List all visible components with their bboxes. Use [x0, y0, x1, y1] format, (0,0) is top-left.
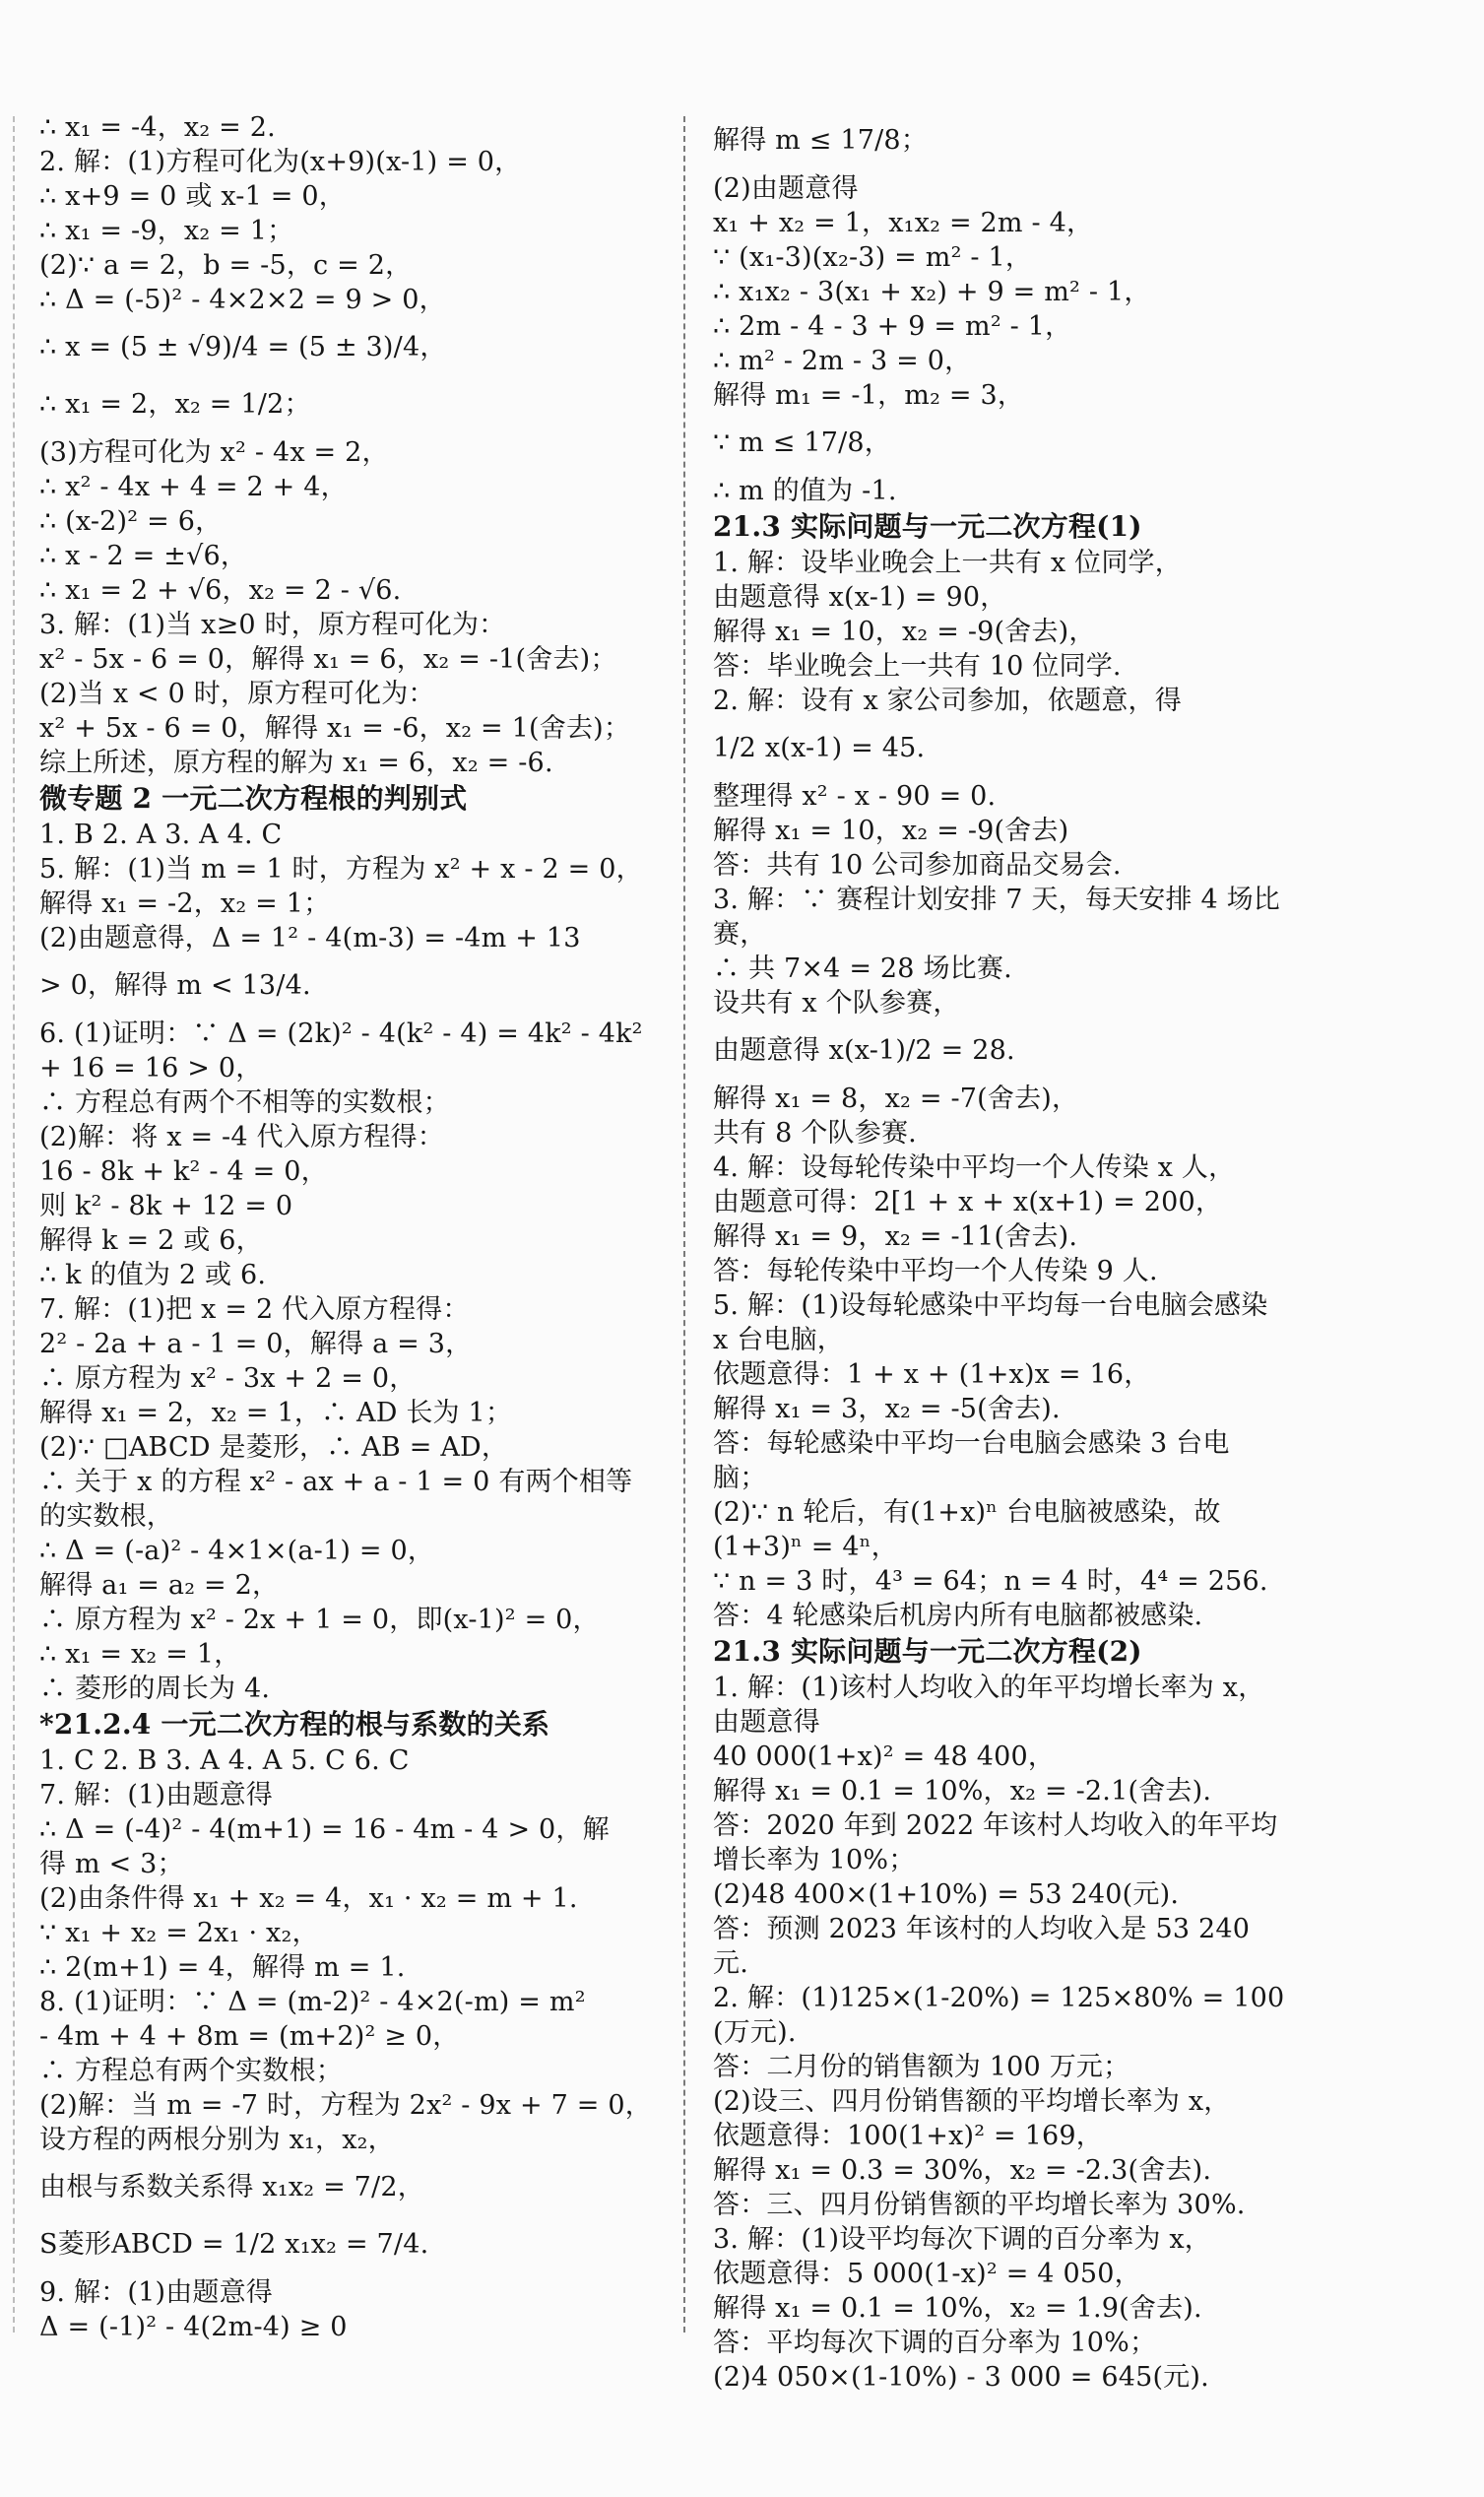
text-line: 7. 解：(1)由题意得 — [39, 1780, 273, 1810]
text-line: 答：共有 10 公司参加商品交易会. — [713, 850, 1122, 881]
left-column — [39, 110, 670, 2344]
text-line: ∴ 原方程为 x² - 3x + 2 = 0， — [39, 1363, 417, 1394]
text-line: ∴ x - 2 = ±√6， — [39, 541, 248, 571]
text-line: 3. 解：(1)设平均每次下调的百分率为 x， — [713, 2224, 1211, 2255]
text-line: 由题意得 x(x-1) = 90， — [713, 582, 1007, 613]
text-line: (2)解：将 x = -4 代入原方程得： — [39, 1122, 444, 1152]
text-line: 1. C 2. B 3. A 4. A 5. C 6. C — [39, 1745, 410, 1776]
text-line: 9. 解：(1)由题意得 — [39, 2277, 273, 2308]
text-line: > 0，解得 m < 13/4. — [39, 970, 311, 1001]
text-line: ∴ x₁ = -9，x₂ = 1； — [39, 216, 294, 246]
text-line: (2)由题意得 — [713, 173, 859, 204]
text-line: ∴ 菱形的周长为 4. — [39, 1674, 271, 1704]
text-line: 3. 解：∵ 赛程计划安排 7 天，每天安排 4 场比 — [713, 885, 1281, 915]
text-line: x² - 5x - 6 = 0，解得 x₁ = 6，x₂ = -1(舍去)； — [39, 644, 617, 675]
text-line: 由题意得 x(x-1)/2 = 28. — [713, 1035, 1015, 1066]
text-line: (2)设三、四月份销售额的平均增长率为 x， — [713, 2086, 1231, 2117]
text-line: 增长率为 10%； — [713, 1845, 916, 1875]
text-line: 1. 解：设毕业晚会上一共有 x 位同学， — [713, 548, 1182, 578]
text-line: ∴ x₁ = -4，x₂ = 2. — [39, 112, 276, 143]
text-line: 1/2 x(x-1) = 45. — [713, 733, 926, 763]
text-line: 解得 k = 2 或 6， — [39, 1225, 263, 1256]
text-line: 解得 x₁ = 10，x₂ = -9(舍去) — [713, 816, 1069, 846]
left-margin-rule — [13, 116, 15, 2333]
text-line: 共有 8 个队参赛. — [713, 1118, 917, 1149]
section-heading: 21.3 实际问题与一元二次方程(1) — [713, 510, 1142, 543]
text-line: 答：毕业晚会上一共有 10 位同学. — [713, 651, 1122, 682]
text-line: 5. 解：(1)当 m = 1 时，方程为 x² + x - 2 = 0， — [39, 854, 643, 885]
text-line: 6. (1)证明：∵ Δ = (2k)² - 4(k² - 4) = 4k² - 4k² — [39, 1019, 643, 1049]
text-line: 答：预测 2023 年该村的人均收入是 53 240 — [713, 1914, 1251, 1944]
text-line: ∴ 2(m+1) = 4，解得 m = 1. — [39, 1952, 406, 1983]
text-line: x 台电脑， — [713, 1325, 845, 1355]
section-heading: 微专题 2 一元二次方程根的判别式 — [39, 782, 468, 815]
text-line: 答：4 轮感染后机房内所有电脑都被感染. — [713, 1601, 1203, 1631]
text-line: 解得 x₁ = 0.3 = 30%，x₂ = -2.3(舍去). — [713, 2155, 1212, 2186]
text-line: 的实数根， — [39, 1501, 173, 1532]
text-line: 解得 x₁ = 3，x₂ = -5(舍去). — [713, 1394, 1061, 1424]
text-line: (2)48 400×(1+10%) = 53 240(元). — [713, 1879, 1180, 1910]
text-line: 由题意可得：2[1 + x + x(x+1) = 200， — [713, 1187, 1223, 1217]
text-line: (万元). — [713, 2017, 797, 2048]
text-line: 得 m < 3； — [39, 1849, 184, 1879]
text-line: 2² - 2a + a - 1 = 0，解得 a = 3， — [39, 1329, 473, 1359]
text-line: S菱形ABCD = 1/2 x₁x₂ = 7/4. — [39, 2229, 429, 2260]
text-line: ∴ (x-2)² = 6， — [39, 506, 223, 537]
text-line: (2)由条件得 x₁ + x₂ = 4，x₁ · x₂ = m + 1. — [39, 1883, 578, 1914]
text-line: 解得 x₁ = 2，x₂ = 1，∴ AD 长为 1； — [39, 1398, 513, 1428]
text-line: 解得 m₁ = -1，m₂ = 3， — [713, 380, 1025, 411]
text-line: ∵ (x₁-3)(x₂-3) = m² - 1， — [713, 242, 1033, 273]
text-line: (2)∵ a = 2，b = -5，c = 2， — [39, 250, 413, 281]
text-line: ∴ x₁ = 2，x₂ = 1/2； — [39, 389, 311, 420]
text-line: 解得 x₁ = -2，x₂ = 1； — [39, 888, 331, 919]
text-line: + 16 = 16 > 0， — [39, 1053, 263, 1084]
text-line: 答：二月份的销售额为 100 万元； — [713, 2052, 1130, 2082]
text-line: ∴ 原方程为 x² - 2x + 1 = 0，即(x-1)² = 0， — [39, 1605, 600, 1635]
text-line: ∴ 2m - 4 - 3 + 9 = m² - 1， — [713, 311, 1072, 342]
text-line: 2. 解：(1)方程可化为(x+9)(x-1) = 0， — [39, 147, 522, 177]
text-line: 1. 解：(1)该村人均收入的年平均增长率为 x， — [713, 1673, 1265, 1703]
text-line: 由根与系数关系得 x₁x₂ = 7/2， — [39, 2172, 424, 2202]
text-line: ∴ 方程总有两个不相等的实数根； — [39, 1087, 450, 1118]
text-line: ∴ Δ = (-a)² - 4×1×(a-1) = 0， — [39, 1536, 435, 1566]
text-line: 解得 x₁ = 8，x₂ = -7(舍去)， — [713, 1084, 1079, 1114]
text-line: 解得 x₁ = 9，x₂ = -11(舍去). — [713, 1221, 1078, 1252]
text-line: 解得 a₁ = a₂ = 2， — [39, 1570, 280, 1601]
text-line: 2. 解：设有 x 家公司参加，依题意，得 — [713, 686, 1182, 716]
text-line: ∴ x² - 4x + 4 = 2 + 4， — [39, 472, 348, 502]
text-line: (2)由题意得，Δ = 1² - 4(m-3) = -4m + 13 — [39, 923, 581, 953]
text-line: ∵ x₁ + x₂ = 2x₁ · x₂， — [39, 1918, 319, 1948]
text-line: 答：平均每次下调的百分率为 10%； — [713, 2328, 1157, 2358]
text-line: 元. — [713, 1948, 748, 1979]
text-line: 8. (1)证明：∵ Δ = (m-2)² - 4×2(-m) = m² — [39, 1987, 586, 2017]
text-line: x₁ + x₂ = 1，x₁x₂ = 2m - 4， — [713, 208, 1094, 238]
text-line: (2)4 050×(1-10%) - 3 000 = 645(元). — [713, 2362, 1209, 2393]
text-line: ∴ k 的值为 2 或 6. — [39, 1260, 267, 1290]
text-line: ∴ x₁ = x₂ = 1， — [39, 1639, 241, 1670]
text-line: ∴ Δ = (-5)² - 4×2×2 = 9 > 0， — [39, 285, 446, 315]
text-line: 7. 解：(1)把 x = 2 代入原方程得： — [39, 1294, 470, 1325]
text-line: ∴ 共 7×4 = 28 场比赛. — [713, 953, 1012, 984]
text-line: ∵ m ≤ 17/8， — [713, 427, 891, 458]
text-line: ∴ x₁x₂ - 3(x₁ + x₂) + 9 = m² - 1， — [713, 277, 1151, 307]
text-line: 整理得 x² - x - 90 = 0. — [713, 781, 997, 812]
text-line: 设方程的两根分别为 x₁，x₂， — [39, 2125, 395, 2155]
text-line: - 4m + 4 + 8m = (m+2)² ≥ 0， — [39, 2021, 460, 2052]
text-line: 4. 解：设每轮传染中平均一个人传染 x 人， — [713, 1152, 1236, 1183]
text-line: 答：每轮感染中平均一台电脑会感染 3 台电 — [713, 1428, 1230, 1459]
text-line: 解得 m ≤ 17/8； — [713, 125, 929, 156]
text-line: 答：每轮传染中平均一个人传染 9 人. — [713, 1256, 1158, 1286]
text-line: 依题意得：100(1+x)² = 169， — [713, 2121, 1103, 2151]
text-line: 答：三、四月份销售额的平均增长率为 30%. — [713, 2190, 1246, 2220]
text-line: Δ = (-1)² - 4(2m-4) ≥ 0 — [39, 2312, 348, 2342]
text-line: 则 k² - 8k + 12 = 0 — [39, 1191, 293, 1221]
text-line: 依题意得：1 + x + (1+x)x = 16， — [713, 1359, 1151, 1390]
text-line: (2)当 x < 0 时，原方程可化为： — [39, 679, 435, 709]
text-line: 16 - 8k + k² - 4 = 0， — [39, 1156, 328, 1187]
text-line: ∴ m 的值为 -1. — [713, 476, 897, 506]
text-line: (1+3)ⁿ = 4ⁿ， — [713, 1532, 898, 1562]
text-line: ∴ 方程总有两个实数根； — [39, 2056, 343, 2086]
text-line: 解得 x₁ = 10，x₂ = -9(舍去)， — [713, 617, 1096, 647]
text-line: (2)∵ □ABCD 是菱形，∴ AB = AD， — [39, 1432, 509, 1463]
text-line: 脑； — [713, 1463, 767, 1493]
text-line: ∴ x₁ = 2 + √6，x₂ = 2 - √6. — [39, 575, 402, 606]
text-line: (3)方程可化为 x² - 4x = 2， — [39, 437, 389, 468]
text-line: 2. 解：(1)125×(1-20%) = 125×80% = 100 — [713, 1983, 1285, 2013]
text-line: 由题意得 — [713, 1707, 820, 1738]
text-line: ∵ n = 3 时，4³ = 64；n = 4 时，4⁴ = 256. — [713, 1566, 1268, 1597]
text-line: 答：2020 年到 2022 年该村人均收入的年平均 — [713, 1810, 1278, 1841]
text-line: 赛， — [713, 919, 767, 950]
text-line: 1. B 2. A 3. A 4. C — [39, 820, 283, 850]
text-line: (2)解：当 m = -7 时，方程为 2x² - 9x + 7 = 0， — [39, 2090, 652, 2121]
section-heading: 21.3 实际问题与一元二次方程(2) — [713, 1635, 1142, 1668]
text-line: ∴ m² - 2m - 3 = 0， — [713, 346, 972, 376]
section-heading: *21.2.4 一元二次方程的根与系数的关系 — [39, 1708, 550, 1741]
right-column — [713, 110, 1353, 2395]
text-line: 5. 解：(1)设每轮感染中平均每一台电脑会感染 — [713, 1290, 1268, 1321]
text-line: 3. 解：(1)当 x≥0 时，原方程可化为： — [39, 610, 506, 640]
text-line: 40 000(1+x)² = 48 400， — [713, 1741, 1056, 1772]
text-line: ∴ Δ = (-4)² - 4(m+1) = 16 - 4m - 4 > 0，解 — [39, 1814, 610, 1845]
text-line: ∴ 关于 x 的方程 x² - ax + a - 1 = 0 有两个相等 — [39, 1467, 633, 1497]
text-line: 设共有 x 个队参赛， — [713, 988, 960, 1019]
text-line: x² + 5x - 6 = 0，解得 x₁ = -6，x₂ = 1(舍去)； — [39, 713, 631, 744]
text-line: ∴ x = (5 ± √9)/4 = (5 ± 3)/4， — [39, 332, 447, 362]
text-line: ∴ x+9 = 0 或 x-1 = 0， — [39, 181, 346, 212]
text-line: (2)∵ n 轮后，有(1+x)ⁿ 台电脑被感染，故 — [713, 1497, 1221, 1528]
text-line: 解得 x₁ = 0.1 = 10%，x₂ = -2.1(舍去). — [713, 1776, 1212, 1807]
text-line: 依题意得：5 000(1-x)² = 4 050， — [713, 2259, 1141, 2289]
text-line: 综上所述，原方程的解为 x₁ = 6，x₂ = -6. — [39, 748, 553, 778]
column-divider — [683, 116, 685, 2333]
text-line: 解得 x₁ = 0.1 = 10%，x₂ = 1.9(舍去). — [713, 2293, 1202, 2324]
